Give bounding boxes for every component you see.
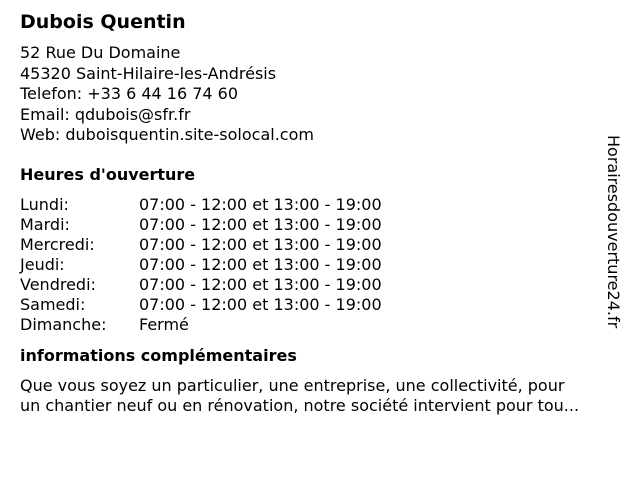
email-line: Email: qdubois@sfr.fr [20,104,191,124]
day-label: Jeudi: [20,254,65,274]
web-line: Web: duboisquentin.site-solocal.com [20,125,314,144]
address-street: 52 Rue Du Domaine [20,43,181,62]
day-hours: 07:00 - 12:00 et 13:00 - 19:00 [139,214,382,234]
hours-row-monday [20,195,630,215]
day-hours: Fermé [139,314,189,334]
phone-line: Telefon: +33 6 44 16 74 60 [20,84,239,103]
hours-row-wednesday [20,235,630,255]
hours-heading: Heures d'ouverture [20,164,196,184]
day-label: Vendredi: [20,274,96,294]
business-card [20,10,630,417]
day-hours: 07:00 - 12:00 et 13:00 - 19:00 [139,274,382,294]
contact-block [20,43,630,146]
day-label: Mercredi: [20,234,95,254]
info-line-1: Que vous soyez un particulier, une entreprise, une collectivité, pour [20,375,565,395]
day-label: Samedi: [20,294,86,314]
day-label: Dimanche: [20,314,107,334]
hours-row-friday [20,275,630,295]
info-heading: informations complémentaires [20,345,297,365]
hours-row-thursday [20,255,630,275]
hours-row-saturday [20,295,630,315]
hours-table [20,195,630,335]
hours-row-tuesday [20,215,630,235]
site-watermark: Horairesdouverture24.fr [604,135,623,329]
day-hours: 07:00 - 12:00 et 13:00 - 19:00 [139,294,382,314]
address-city: 45320 Saint-Hilaire-les-Andrésis [20,63,277,83]
day-hours: 07:00 - 12:00 et 13:00 - 19:00 [139,254,382,274]
day-label: Mardi: [20,214,70,234]
hours-row-sunday [20,315,630,335]
business-name: Dubois Quentin [20,11,186,33]
day-label: Lundi: [20,194,69,214]
info-description [20,376,630,417]
day-hours: 07:00 - 12:00 et 13:00 - 19:00 [139,194,382,214]
day-hours: 07:00 - 12:00 et 13:00 - 19:00 [139,234,382,254]
info-line-2: un chantier neuf ou en rénovation, notre société intervient pour tou... [20,396,580,415]
